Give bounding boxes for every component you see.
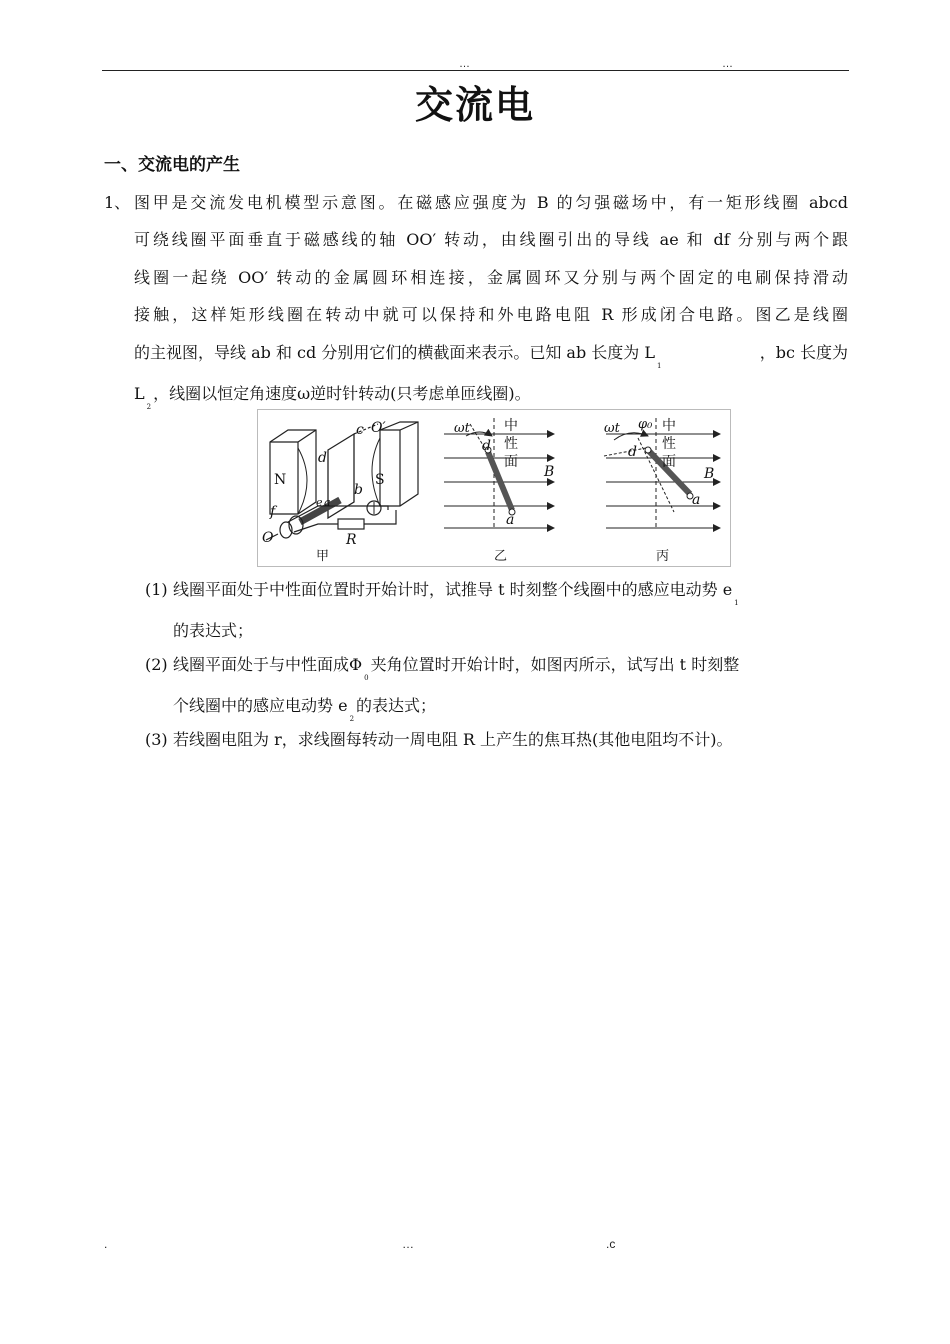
problem-line: 图甲是交流发电机模型示意图。在磁感应强度为 B 的匀强磁场中，有一矩形线圈 abcd	[134, 193, 848, 212]
label-phi0: φ₀	[638, 417, 653, 432]
question-text: 个线圈中的感应电动势 e	[173, 696, 348, 716]
subscript: 2	[146, 403, 152, 412]
problem-paragraph	[104, 184, 848, 416]
footer-right: .c	[606, 1237, 616, 1251]
question-number: (3)	[145, 730, 168, 749]
neutral-2b: 性	[662, 436, 676, 452]
neutral-3b: 面	[662, 454, 676, 470]
subscript: 1	[734, 599, 739, 607]
problem-line-text: 的主视图，导线 ab 和 cd 分别用它们的横截面来表示。已知 ab 长度为 L	[134, 342, 655, 362]
label-O: O	[262, 530, 274, 546]
diagram-bing	[604, 418, 720, 528]
subscript: 1	[657, 361, 662, 370]
footer-middle: …	[402, 1237, 414, 1251]
caption-yi: 乙	[494, 549, 508, 564]
question-text: 线圈平面处于与中性面成Φ	[173, 655, 363, 674]
problem-line: 可绕线圈平面垂直于磁感线的轴 OO′ 转动，由线圈引出的导线 ae 和 df 分别与两个跟	[134, 230, 848, 250]
question-line: 的表达式；	[173, 621, 254, 641]
label-omega-t: ωt	[454, 421, 470, 436]
problem-line: 线圈一起绕 OO′ 转动的金属圆环相连接，金属圆环又分别与两个固定的电刷保持滑动	[134, 267, 848, 287]
problem-number: 1、	[104, 193, 131, 212]
label-d2: d	[482, 438, 491, 454]
neutral-1: 中	[504, 418, 518, 434]
label-O-prime: O′	[371, 420, 386, 436]
question-3	[145, 721, 848, 758]
header-mark-left: …	[459, 58, 470, 70]
problem-line-tail: ，线圈以恒定角速度ω逆时针转动(只考虑单匝线圈)。	[153, 384, 531, 404]
label-N: N	[274, 472, 287, 488]
label-d3: d	[628, 444, 637, 460]
label-R: R	[346, 532, 357, 548]
question-text: 夹角位置时开始计时，如图丙所示，试写出 t 时刻整	[370, 655, 740, 674]
question-number: (1)	[145, 580, 168, 599]
caption-jia: 甲	[316, 549, 330, 564]
caption-bing: 丙	[656, 549, 670, 564]
label-omega-t-2: ωt	[604, 421, 620, 436]
problem-line-tail: ，bc 长度为	[759, 342, 848, 362]
subscript: 0	[364, 674, 369, 682]
neutral-1b: 中	[662, 418, 676, 434]
label-b: b	[354, 482, 363, 498]
diagram-jia	[266, 422, 418, 540]
header-mark-right: …	[722, 58, 733, 70]
question-text: 的表达式；	[356, 696, 437, 716]
footer-left: .	[104, 1237, 108, 1251]
header-rule	[102, 70, 849, 71]
section-heading: 一、交流电的产生	[104, 155, 240, 175]
problem-line-head: L	[134, 384, 145, 404]
label-B: B	[544, 464, 555, 480]
label-c: c	[356, 422, 364, 438]
question-text: 线圈平面处于中性面位置时开始计时，试推导 t 时刻整个线圈中的感应电动势 e	[173, 580, 733, 599]
label-a3: a	[692, 492, 701, 508]
page-title: 交流电	[414, 83, 535, 127]
question-number: (2)	[145, 655, 168, 674]
problem-line: 接触，这样矩形线圈在转动中就可以保持和外电路电阻 R 形成闭合电路。图乙是线圈	[134, 305, 848, 325]
generator-figure	[257, 409, 731, 567]
label-a2: a	[506, 512, 515, 528]
label-d: d	[318, 450, 327, 466]
label-a-small: a	[324, 496, 331, 509]
question-line	[145, 571, 848, 612]
neutral-3: 面	[504, 454, 518, 470]
label-S: S	[375, 472, 385, 488]
question-2	[145, 646, 848, 729]
question-line	[145, 646, 848, 687]
problem-line	[104, 334, 848, 375]
label-f: f	[270, 504, 276, 520]
label-e: e	[316, 496, 323, 509]
label-B2: B	[704, 466, 715, 482]
question-line: 若线圈电阻为 r，求线圈每转动一周电阻 R 上产生的焦耳热(其他电阻均不计)。	[173, 730, 733, 749]
neutral-2: 性	[504, 436, 518, 452]
subscript: 2	[349, 715, 355, 724]
question-1	[145, 571, 848, 650]
